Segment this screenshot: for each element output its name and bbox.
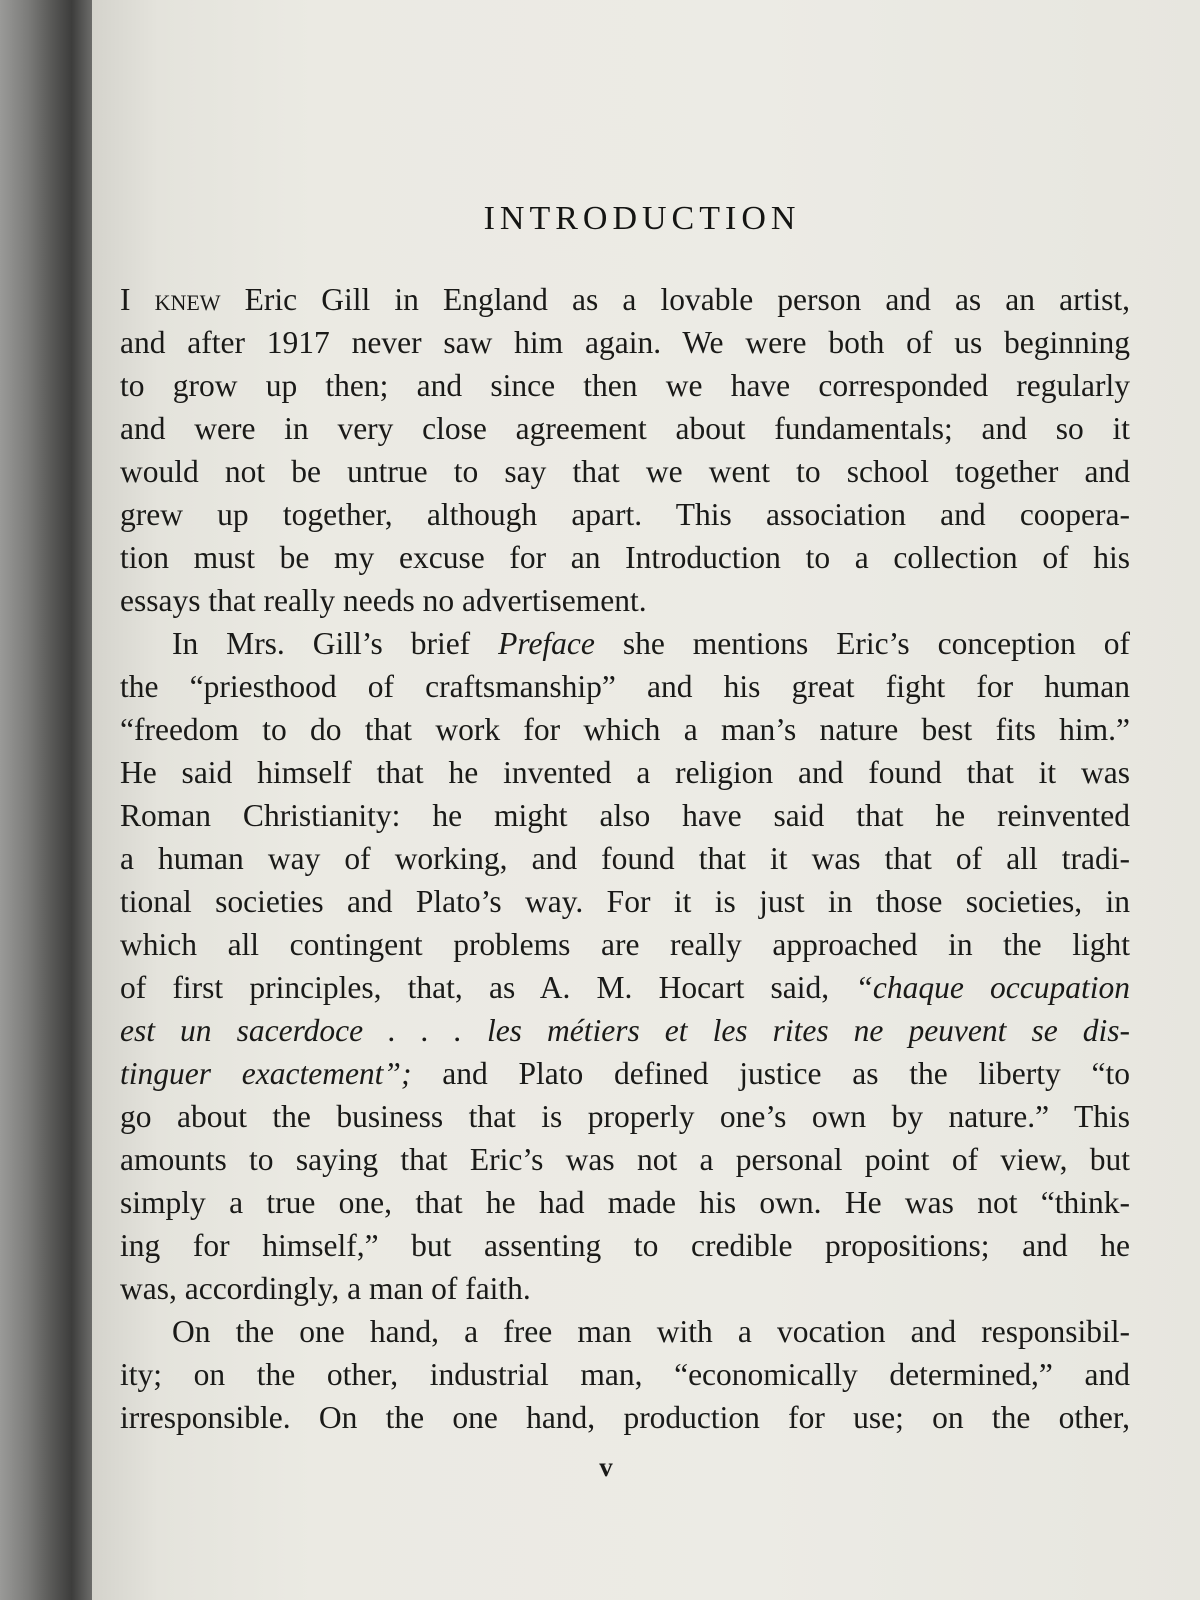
text-line: Roman Christianity: he might also have said that he reinvented: [120, 798, 1130, 833]
text-line: grew up together, although apart. This association and coopera-: [120, 497, 1130, 532]
text-line: [120, 1052, 1130, 1095]
text-run: of first principles, that, as A. M. Hocart said,: [120, 970, 856, 1005]
text-line: simply a true one, that he had made his own. He was not “think-: [120, 1185, 1130, 1220]
text-line: irresponsible. On the one hand, production for use; on the other,: [120, 1400, 1130, 1435]
text-line: est un sacerdoce . . . les métiers et les rites ne peuvent se dis-: [120, 1013, 1130, 1048]
text-line: ity; on the other, industrial man, “economically determined,” and: [120, 1357, 1130, 1392]
text-run: In Mrs. Gill’s brief: [172, 626, 499, 661]
text-line: essays that really needs no advertisement.: [120, 583, 647, 618]
small-caps-run: knew: [154, 282, 221, 317]
text-line: [120, 278, 1130, 321]
text-line: “freedom to do that work for which a man’s nature best fits him.”: [120, 712, 1130, 747]
text-run: Eric Gill in England as a lovable person and as an artist,: [220, 282, 1130, 317]
text-line: ing for himself,” but assenting to credible propositions; and he: [120, 1228, 1130, 1263]
book-page: [92, 0, 1200, 1600]
introduction-text: [120, 278, 1130, 1439]
italic-run: “chaque occupation: [855, 970, 1130, 1005]
text-run: and Plato defined justice as the liberty “to: [411, 1056, 1130, 1091]
book-spine-shadow: [0, 0, 92, 1600]
text-line: would not be untrue to say that we went to school together and: [120, 454, 1130, 489]
text-line: a human way of working, and found that it was that of all tradi-: [120, 841, 1130, 876]
page-title: INTRODUCTION: [483, 200, 801, 237]
text-line: [120, 966, 1130, 1009]
text-line: which all contingent problems are really approached in the light: [120, 927, 1130, 962]
text-line: On the one hand, a free man with a vocation and responsibil-: [172, 1314, 1130, 1349]
italic-run: tinguer exactement”;: [120, 1056, 412, 1091]
text-line: He said himself that he invented a religion and found that it was: [120, 755, 1130, 790]
text-line: tion must be my excuse for an Introduction to a collection of his: [120, 540, 1130, 575]
text-line: tional societies and Plato’s way. For it is just in those societies, in: [120, 884, 1130, 919]
text-line: was, accordingly, a man of faith.: [120, 1271, 531, 1306]
text-line: go about the business that is properly one’s own by nature.” This: [120, 1099, 1130, 1134]
text-run: she mentions Eric’s conception of: [594, 626, 1130, 661]
text-line: to grow up then; and since then we have corresponded regularly: [120, 368, 1130, 403]
text-run: I: [120, 282, 155, 317]
text-line: the “priesthood of craftsmanship” and his great fight for human: [120, 669, 1130, 704]
text-line: and after 1917 never saw him again. We were both of us beginning: [120, 325, 1130, 360]
text-line: amounts to saying that Eric’s was not a personal point of view, but: [120, 1142, 1130, 1177]
text-line: [120, 622, 1130, 665]
italic-run: Preface: [498, 626, 595, 661]
page-number: v: [599, 1452, 613, 1482]
text-line: and were in very close agreement about fundamentals; and so it: [120, 411, 1130, 446]
